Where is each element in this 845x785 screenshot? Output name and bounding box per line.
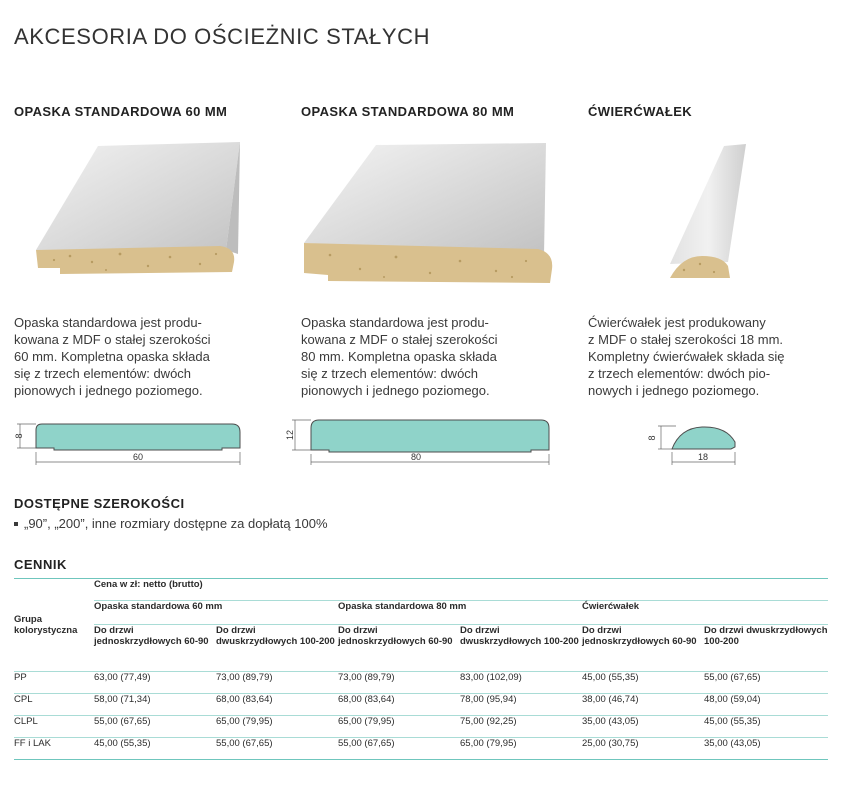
price-cell: 55,00 (67,65) — [704, 672, 761, 683]
opaska-80-description: Opaska standardowa jest produ- kowana z MDF o stałej szerokości 80 mm. Kompletna opaska składa się z trzech elementów: dwóch pionowych i jednego poziomego. — [301, 315, 498, 398]
table-row — [14, 672, 828, 694]
price-list-title: CENNIK — [14, 557, 67, 572]
sub-header-single: Do drzwi jednoskrzydłowych 60-90 — [338, 625, 453, 647]
opaska-80-height-label: 12 — [285, 429, 295, 441]
price-cell: 38,00 (46,74) — [582, 694, 639, 705]
price-cell: 55,00 (67,65) — [216, 738, 273, 749]
opaska-60-description: Opaska standardowa jest produ- kowana z MDF o stałej szerokości 60 mm. Kompletna opaska składa się z trzech elementów: dwóch pionowych i jednego poziomego. — [14, 315, 211, 398]
price-cell: 78,00 (95,94) — [460, 694, 517, 705]
product-header-opaska-80: Opaska standardowa 80 mm — [338, 601, 467, 612]
opaska-60-width-label: 60 — [132, 452, 144, 462]
price-cell: 25,00 (30,75) — [582, 738, 639, 749]
sub-header-double: Do drzwi dwuskrzydłowych 100-200 — [216, 625, 335, 647]
group-header: Grupa kolorystyczna — [14, 614, 78, 636]
price-cell: 73,00 (89,79) — [338, 672, 395, 683]
cwiercwalek-description: Ćwierćwałek jest produkowany z MDF o stałej szerokości 18 mm. Kompletny ćwierćwałek składa się z trzech elementów: dwóch pio- nowych i jednego poziomego. — [588, 315, 785, 398]
price-cell: 48,00 (59,04) — [704, 694, 761, 705]
product-header-cwiercwalek: Ćwierćwałek — [582, 601, 640, 612]
opaska-80-photo — [300, 143, 556, 285]
cwiercwalek-profile-drawing — [640, 412, 750, 468]
sub-header-double: Do drzwi dwuskrzydłowych 100-200 — [460, 625, 579, 647]
sub-header-single: Do drzwi jednoskrzydłowych 60-90 — [582, 625, 697, 647]
table-row — [14, 694, 828, 716]
price-cell: 65,00 (79,95) — [338, 716, 395, 727]
group-cell: CLPL — [14, 716, 38, 727]
price-cell: 35,00 (43,05) — [704, 738, 761, 749]
price-cell: 83,00 (102,09) — [460, 672, 522, 683]
price-table — [14, 578, 828, 760]
price-cell: 63,00 (77,49) — [94, 672, 151, 683]
price-cell: 75,00 (92,25) — [460, 716, 517, 727]
available-widths-text: „90”, „200”, inne rozmiary dostępne za dopłatą 100% — [24, 516, 328, 531]
available-widths-title: DOSTĘPNE SZEROKOŚCI — [14, 496, 185, 511]
page-title: AKCESORIA DO OŚCIEŻNIC STAŁYCH — [14, 24, 431, 49]
price-cell: 45,00 (55,35) — [582, 672, 639, 683]
price-cell: 35,00 (43,05) — [582, 716, 639, 727]
product-title-opaska-80: OPASKA STANDARDOWA 80 MM — [301, 104, 515, 119]
price-cell: 68,00 (83,64) — [216, 694, 273, 705]
cwiercwalek-width-label: 18 — [697, 452, 709, 462]
price-cell: 45,00 (55,35) — [94, 738, 151, 749]
opaska-80-width-label: 80 — [410, 452, 422, 462]
group-cell: CPL — [14, 694, 33, 705]
price-cell: 45,00 (55,35) — [704, 716, 761, 727]
opaska-60-photo — [30, 142, 240, 274]
sub-header-double: Do drzwi dwuskrzydłowych 100-200 — [704, 625, 828, 647]
price-header: Cena w zł: netto (brutto) — [94, 579, 203, 590]
cwiercwalek-height-label: 8 — [647, 435, 657, 441]
opaska-60-height-label: 8 — [14, 433, 24, 439]
sub-header-single: Do drzwi jednoskrzydłowych 60-90 — [94, 625, 209, 647]
price-cell: 55,00 (67,65) — [94, 716, 151, 727]
product-title-opaska-60: OPASKA STANDARDOWA 60 MM — [14, 104, 228, 119]
table-row — [14, 738, 828, 760]
group-cell: FF i LAK — [14, 738, 51, 749]
group-cell: PP — [14, 672, 27, 683]
product-title-cwiercwalek: ĆWIERĆWAŁEK — [588, 104, 693, 119]
product-header-opaska-60: Opaska standardowa 60 mm — [94, 601, 223, 612]
opaska-80-profile-drawing — [283, 412, 557, 468]
opaska-60-profile-drawing — [10, 412, 250, 468]
table-row — [14, 716, 828, 738]
price-cell: 65,00 (79,95) — [216, 716, 273, 727]
price-cell: 73,00 (89,79) — [216, 672, 273, 683]
price-cell: 58,00 (71,34) — [94, 694, 151, 705]
bullet-icon — [14, 522, 18, 526]
price-cell: 55,00 (67,65) — [338, 738, 395, 749]
available-widths-item — [14, 516, 328, 531]
cwiercwalek-photo — [662, 144, 756, 284]
price-cell: 65,00 (79,95) — [460, 738, 517, 749]
price-cell: 68,00 (83,64) — [338, 694, 395, 705]
